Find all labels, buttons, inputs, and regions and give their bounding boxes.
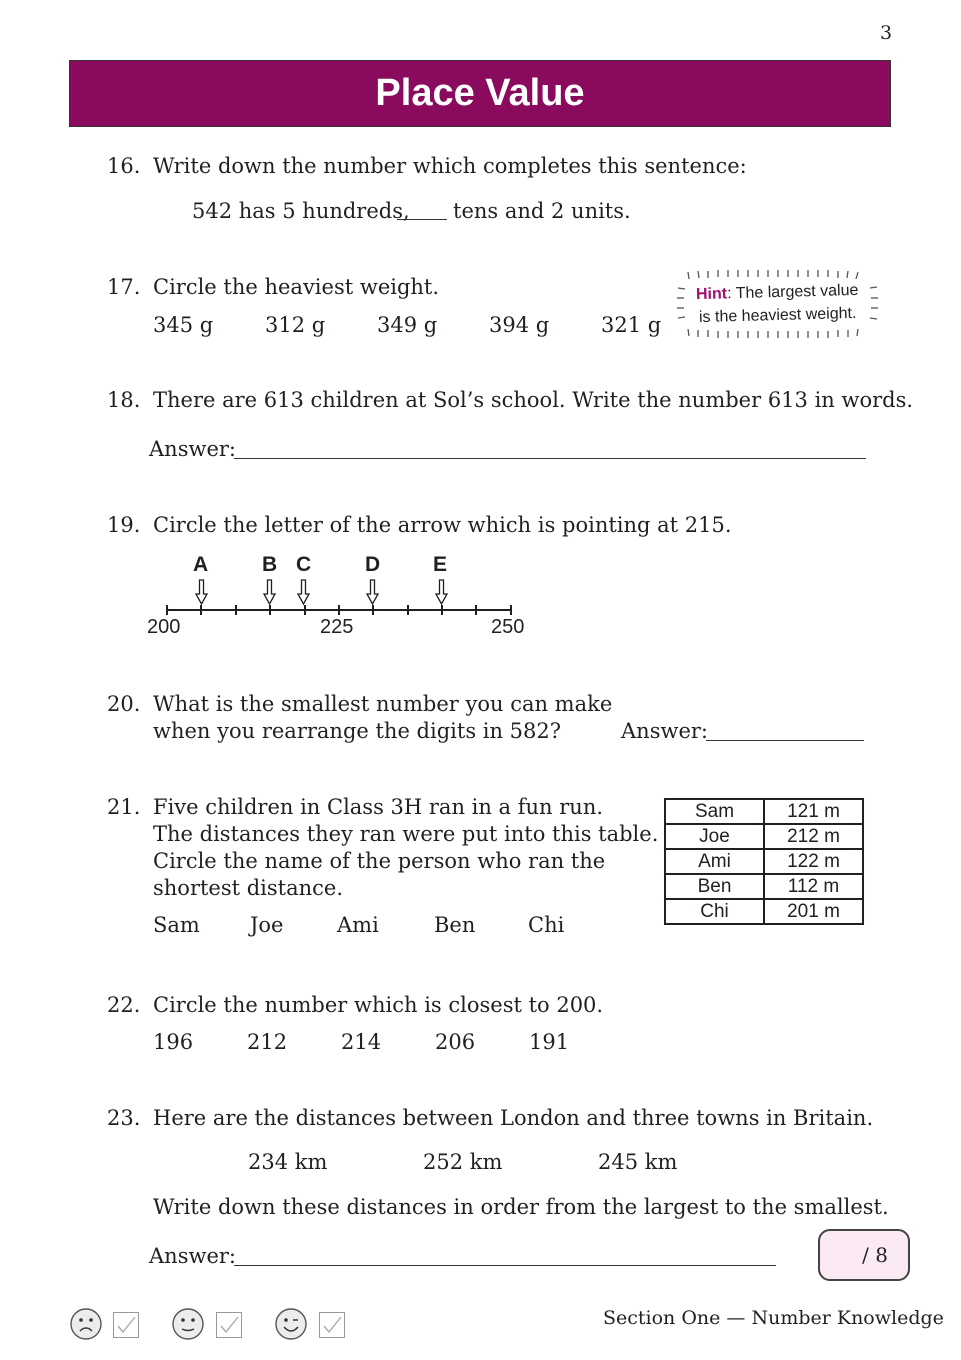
- q23-distance-1: 234 km: [248, 1150, 328, 1174]
- tick-icon: [114, 1313, 138, 1337]
- scale-label-225: 225: [320, 616, 354, 638]
- score-box: [818, 1229, 910, 1281]
- scale-label-200: 200: [147, 616, 181, 638]
- q23-number: 23.: [107, 1106, 141, 1130]
- q17-option-5[interactable]: 321 g: [601, 313, 662, 337]
- page-number: 3: [880, 22, 893, 44]
- arrow-label-c[interactable]: C: [296, 553, 312, 576]
- q22-text: Circle the number which is closest to 200.: [153, 993, 604, 1017]
- table-cell-distance: 212 m: [764, 824, 863, 849]
- q20-line2: when you rearrange the digits in 582?: [153, 719, 562, 743]
- q23-answer-label: Answer:: [149, 1244, 236, 1268]
- q22-number: 22.: [107, 993, 141, 1017]
- q17-text: Circle the heaviest weight.: [153, 275, 440, 299]
- table-cell-name: Joe: [665, 824, 764, 849]
- q16-sentence-part1: 542 has 5 hundreds,: [192, 199, 410, 223]
- table-cell-name: Ben: [665, 874, 764, 899]
- q18-number: 18.: [107, 388, 141, 412]
- footer-section-label: Section One — Number Knowledge: [603, 1307, 944, 1329]
- q18-answer-line[interactable]: [234, 458, 866, 459]
- tick-box-3[interactable]: [319, 1312, 345, 1338]
- q17-option-4[interactable]: 394 g: [489, 313, 550, 337]
- q21-number: 21.: [107, 795, 141, 819]
- score-text: / 8: [862, 1243, 888, 1267]
- q22-option-2[interactable]: 212: [247, 1030, 288, 1054]
- q18-answer-label: Answer:: [149, 437, 236, 461]
- q19-number: 19.: [107, 513, 141, 537]
- q20-answer-line[interactable]: [706, 740, 864, 741]
- number-line: [160, 578, 520, 620]
- title-banner: [69, 60, 891, 127]
- q22-option-1[interactable]: 196: [153, 1030, 194, 1054]
- tick-icon: [217, 1313, 241, 1337]
- hint-text-line1: [696, 281, 859, 305]
- hint-line2: is the heaviest weight.: [698, 304, 857, 327]
- q20-line1: What is the smallest number you can make: [153, 692, 613, 716]
- distance-table: [664, 798, 864, 925]
- scale-label-250: 250: [491, 616, 525, 638]
- q18-text: There are 613 children at Sol’s school. Write the number 613 in words.: [153, 388, 914, 412]
- q22-option-3[interactable]: 214: [341, 1030, 382, 1054]
- tick-icon: [320, 1313, 344, 1337]
- table-cell-distance: 122 m: [764, 849, 863, 874]
- table-cell-distance: 121 m: [764, 799, 863, 824]
- q21-line2: The distances they ran were put into this table.: [153, 822, 659, 846]
- q17-option-3[interactable]: 349 g: [377, 313, 438, 337]
- hint-label: Hint: [695, 285, 728, 304]
- q16-answer-blank[interactable]: [397, 219, 447, 220]
- table-cell-name: Ami: [665, 849, 764, 874]
- tick-box-1[interactable]: [113, 1312, 139, 1338]
- neutral-face-icon[interactable]: [172, 1308, 204, 1340]
- q17-number: 17.: [107, 275, 141, 299]
- q17-option-2[interactable]: 312 g: [265, 313, 326, 337]
- q19-text: Circle the letter of the arrow which is pointing at 215.: [153, 513, 732, 537]
- table-cell-distance: 112 m: [764, 874, 863, 899]
- hint-line1: : The largest value: [726, 281, 859, 303]
- q16-number: 16.: [107, 154, 141, 178]
- q22-option-5[interactable]: 191: [529, 1030, 570, 1054]
- arrow-label-b[interactable]: B: [262, 553, 278, 576]
- q21-option-joe[interactable]: Joe: [250, 913, 284, 937]
- q16-text: Write down the number which completes this sentence:: [153, 154, 747, 178]
- tick-box-2[interactable]: [216, 1312, 242, 1338]
- q21-option-ami[interactable]: Ami: [337, 913, 379, 937]
- arrow-label-e[interactable]: E: [433, 553, 448, 576]
- table-cell-name: Chi: [665, 899, 764, 924]
- q21-line3: Circle the name of the person who ran the: [153, 849, 606, 873]
- q23-distance-3: 245 km: [598, 1150, 678, 1174]
- sad-face-icon[interactable]: [70, 1308, 102, 1340]
- table-row: [665, 899, 863, 924]
- table-row: [665, 874, 863, 899]
- arrow-label-a[interactable]: A: [193, 553, 209, 576]
- q21-line4: shortest distance.: [153, 876, 344, 900]
- q21-option-chi[interactable]: Chi: [528, 913, 565, 937]
- q22-option-4[interactable]: 206: [435, 1030, 476, 1054]
- q21-line1: Five children in Class 3H ran in a fun run.: [153, 795, 604, 819]
- q17-option-1[interactable]: 345 g: [153, 313, 214, 337]
- q20-answer-label: Answer:: [621, 719, 708, 743]
- table-row: [665, 824, 863, 849]
- q23-distance-2: 252 km: [423, 1150, 503, 1174]
- table-cell-name: Sam: [665, 799, 764, 824]
- table-row: [665, 799, 863, 824]
- happy-face-icon[interactable]: [275, 1308, 307, 1340]
- page-title: Place Value: [375, 72, 585, 114]
- table-cell-distance: 201 m: [764, 899, 863, 924]
- q23-answer-line[interactable]: [234, 1265, 776, 1266]
- q23-text: Here are the distances between London and three towns in Britain.: [153, 1106, 874, 1130]
- table-row: [665, 849, 863, 874]
- q21-option-sam[interactable]: Sam: [153, 913, 200, 937]
- arrow-label-d[interactable]: D: [365, 553, 381, 576]
- q20-number: 20.: [107, 692, 141, 716]
- q23-instruction: Write down these distances in order from the largest to the smallest.: [153, 1195, 889, 1219]
- q21-option-ben[interactable]: Ben: [434, 913, 476, 937]
- q16-sentence-part2: tens and 2 units.: [453, 199, 631, 223]
